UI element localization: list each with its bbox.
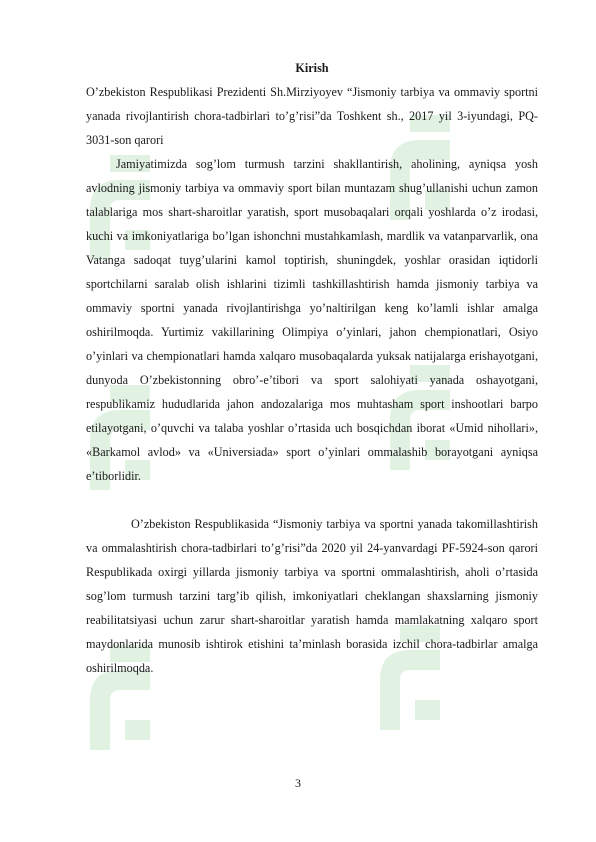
section-title: Kirish	[295, 61, 329, 75]
decree-reference-paragraph: O’zbekiston Respublikasi Prezidenti Sh.Mirziyoyev “Jismoniy tarbiya va ommaviy sportni yanada rivojlantirish chora-tadbirlari to’g’risi”da Toshkent sh., 2017 yil 3-iyundagi, PQ-3031-son qarori	[86, 85, 538, 147]
body-paragraph: O’zbekiston Respublikasida “Jismoniy tarbiya va sportni yanada takomillashtirish va ommalashtirish chora-tadbirlari to’g’risi”da 2020 yil 24-yanvardagi PF-5924-son qarori Respublikada oxirgi yillarda jismoniy tarbiya va sportni ommalashtirish, aholi o’rtasida sog’lom turmush tarzini targ’ib qilish, imkoniyatlari cheklangan shaxslarning jismoniy reabilitatsiyasi uchun zarur shart-sharoitlar yaratish hamda mamlakatning xalqaro sport maydonlarida munosib ishtirok etishini ta’minlash borasida izchil chora-tadbirlar amalga oshirilmoqda.	[86, 517, 538, 675]
page-number: 3	[295, 776, 301, 790]
document-body	[86, 56, 538, 680]
body-paragraph: Jamiyatimizda sog’lom turmush tarzini shakllantirish, aholining, ayniqsa yosh avlodning jismoniy tarbiya va ommaviy sport bilan muntazam shug’ullanishi uchun zamon talablariga mos shart-sharoitlar yaratish, sport musobaqalari orqali yoshlarda o’z irodasi, kuchi va imkoniyatlariga bo’lgan ishonchni mustahkamlash, mardlik va vatanparvarlik, ona Vatanga sadoqat tuyg’ularini kamol toptirish, shuningdek, yoshlar orasidan iqtidorli sportchilarni saralab olish ishlarini tizimli tashkillashtirish hamda jismoniy tarbiya va ommaviy sportni yanada rivojlantirishga yo’naltirilgan keng ko’lamli ishlar amalga oshirilmoqda. Yurtimiz vakillarining Olimpiya o’yinlari, jahon chempionatlari, Osiyo o’yinlari va chempionatlari hamda xalqaro musobaqalarda yuksak natijalarga erishayotgani, dunyoda O’zbekistonning obro’-e’tibori va sport salohiyati yanada oshayotgani, respublikamiz hududlarida jahon andozalariga mos muhtasham sport inshootlari barpo etilayotgani, o’quvchi va talaba yoshlar o’rtasida uch bosqichdan iborat «Umid nihollari», «Barkamol avlod» va «Universiada» sport o’yinlari ommalashib borayotgani ayniqsa e’tiborlidir.	[86, 157, 538, 483]
paragraph-gap	[86, 488, 538, 512]
